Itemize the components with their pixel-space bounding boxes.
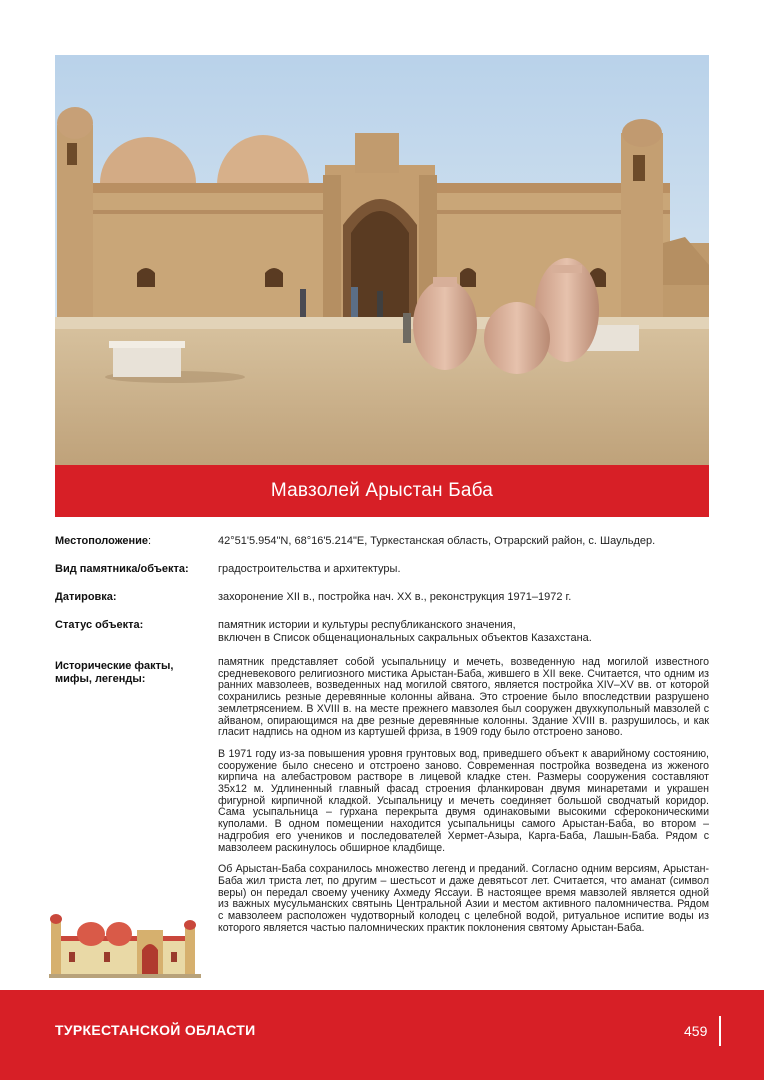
footer-region: ТУРКЕСТАНСКОЙ ОБЛАСТИ xyxy=(55,1022,256,1038)
status-label: Статус объекта: xyxy=(55,619,144,631)
status-line-1: памятник истории и культуры республиканского значения, xyxy=(218,619,516,631)
mausoleum-photo xyxy=(55,55,709,465)
location-label: Местоположение: xyxy=(55,535,152,547)
page-number: 459 xyxy=(684,1023,708,1039)
location-value: 42°51'5.954"N, 68°16'5.214"E, Туркестанская область, Отрарский район, с. Шаульдер. xyxy=(218,535,656,547)
history-text xyxy=(218,657,709,944)
type-label: Вид памятника/объекта: xyxy=(55,563,189,575)
history-paragraph-2: В 1971 году из-за повышения уровня грунтовых вод, приведшего объект к аварийному состоянию, сооружение было снесено и отстроено заново. Современная постройка возведена из жженого кирпича на алебастровом растворе в лицевой кладке стен. Размеры сооружения составляют 35х12 м. Удлиненный главный фасад строения фланкирован двумя минаретами и украшен фигурной кирпичной кладкой. Усыпальницу и мечеть соединяет большой сводчатый коридор. Сама усыпальница – гурхана перекрыта двумя одинаковыми высокими сфероконическими куполами. В одном помещении находится усыпальницы самого Арыстан-Баба, во втором – надгробия его учеников и последователей Хермет-Азыра, Карга-Баба, Лашын-Баба. Рядом с мавзолеем раскинулось обширное кладбище. xyxy=(218,747,709,854)
footer-divider xyxy=(719,1016,721,1046)
footer-band xyxy=(0,990,764,1080)
dating-label: Датировка: xyxy=(55,591,117,603)
title-band xyxy=(55,465,709,517)
page-title: Мавзолей Арыстан Баба xyxy=(270,480,494,501)
type-value: градостроительства и архитектуры. xyxy=(218,563,401,575)
history-paragraph-3: Об Арыстан-Баба сохранилось множество легенд и преданий. Согласно одним версиям, Арыстан-Баба жил триста лет, по другим – шестьсот и даже девятьсот лет. Считается, что аманат (символ веры) он передал своему ученику Ахмеду Яссауи. В настоящее время мавзолей является одной из важных мусульманских святынь Центральной Азии и местом активного паломничества. Рядом с мавзолеем расположен чудотворный колодец с целебной водой, ритуальное испитие воды из которого является частью паломнических практик поклонения святому Арыстан-Баба. xyxy=(218,863,709,934)
status-value xyxy=(218,619,709,645)
mausoleum-drawing-icon xyxy=(49,906,201,980)
history-label: Исторические факты, мифы, легенды: xyxy=(55,660,174,685)
status-line-2: включен в Список общенациональных сакральных объектов Казахстана. xyxy=(218,632,592,644)
dating-value: захоронение XII в., постройка нач. XX в., реконструкция 1971–1972 г. xyxy=(218,591,572,603)
history-paragraph-1: памятник представляет собой усыпальницу и мечеть, возведенную над могилой известного средневекового религиозного мистика Арыстан-Баба, жившего в XII веке. Считается, что одним из ранних мавзолеев, возведенных над могилой святого, является постройка XIV–XV вв. от которой сохранились резные деревянные колонны айвана. Это строение было впоследствии разрушено землетрясением. В XVIII в. на месте прежнего мавзолея был сооружен двухкупольный мавзолей с айваном, опирающимся на две резные деревянные колонны. Здание XVIII в. разрушилось, и как гласит надпись на одном из картушей фриза, в 1909 году было отстроено заново. xyxy=(218,656,709,739)
